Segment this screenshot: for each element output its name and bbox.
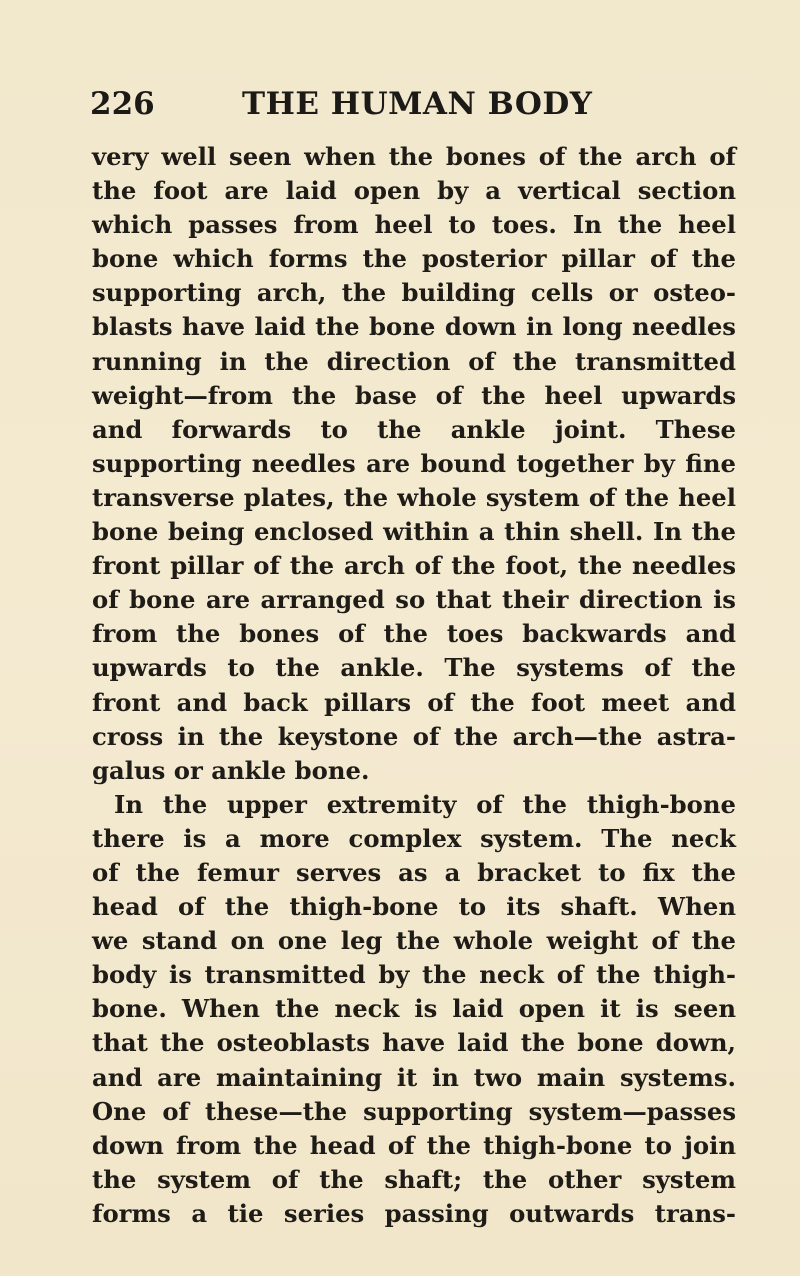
text-line: supporting arch, the building cells or osteo- bbox=[92, 278, 736, 308]
text-line: very well seen when the bones of the arch of bbox=[92, 142, 736, 171]
text-line: of the femur serves as a bracket to fix the bbox=[92, 857, 736, 887]
text-line: cross in the keystone of the arch—the astra- bbox=[92, 721, 736, 751]
page-header bbox=[90, 82, 730, 126]
text-line: that the osteoblasts have laid the bone down, bbox=[92, 1028, 736, 1058]
text-line: In the upper extremity of the thigh-bone bbox=[114, 789, 736, 819]
text-line: front pillar of the arch of the foot, the needles bbox=[92, 551, 736, 581]
text-line: there is a more complex system. The neck bbox=[92, 823, 736, 853]
text-line: we stand on one leg the whole weight of the bbox=[92, 926, 736, 956]
text-line: down from the head of the thigh-bone to join bbox=[92, 1130, 736, 1160]
text-line: supporting needles are bound together by fine bbox=[92, 448, 736, 478]
text-line: weight—from the base of the heel upwards bbox=[92, 380, 736, 410]
page-number: 226 bbox=[90, 86, 155, 122]
text-line: the foot are laid open by a vertical section bbox=[92, 176, 736, 206]
text-line: of bone are arranged so that their direction is bbox=[92, 585, 736, 615]
text-line: body is transmitted by the neck of the thigh- bbox=[92, 960, 736, 990]
text-line: head of the thigh-bone to its shaft. When bbox=[92, 892, 736, 922]
text-line: and are maintaining it in two main systems. bbox=[92, 1062, 736, 1092]
body-text bbox=[92, 140, 736, 1231]
text-line: front and back pillars of the foot meet and bbox=[92, 687, 736, 717]
text-line: running in the direction of the transmitted bbox=[92, 346, 736, 376]
text-line: blasts have laid the bone down in long needles bbox=[92, 312, 736, 342]
text-line: which passes from heel to toes. In the heel bbox=[92, 210, 736, 240]
running-head: THE HUMAN BODY bbox=[242, 86, 593, 122]
text-line: from the bones of the toes backwards and bbox=[92, 619, 736, 649]
text-line: One of these—the supporting system—passes bbox=[92, 1096, 736, 1126]
text-line: forms a tie series passing outwards trans- bbox=[92, 1198, 736, 1228]
text-line: bone being enclosed within a thin shell. In the bbox=[92, 517, 736, 547]
text-line: upwards to the ankle. The systems of the bbox=[92, 653, 736, 683]
text-line: bone which forms the posterior pillar of the bbox=[92, 244, 736, 274]
text-line: the system of the shaft; the other system bbox=[92, 1164, 736, 1194]
text-line: galus or ankle bone. bbox=[92, 755, 370, 785]
text-line: bone. When the neck is laid open it is seen bbox=[92, 994, 736, 1024]
text-line: and forwards to the ankle joint. These bbox=[92, 414, 736, 444]
text-line: transverse plates, the whole system of the heel bbox=[92, 482, 736, 512]
